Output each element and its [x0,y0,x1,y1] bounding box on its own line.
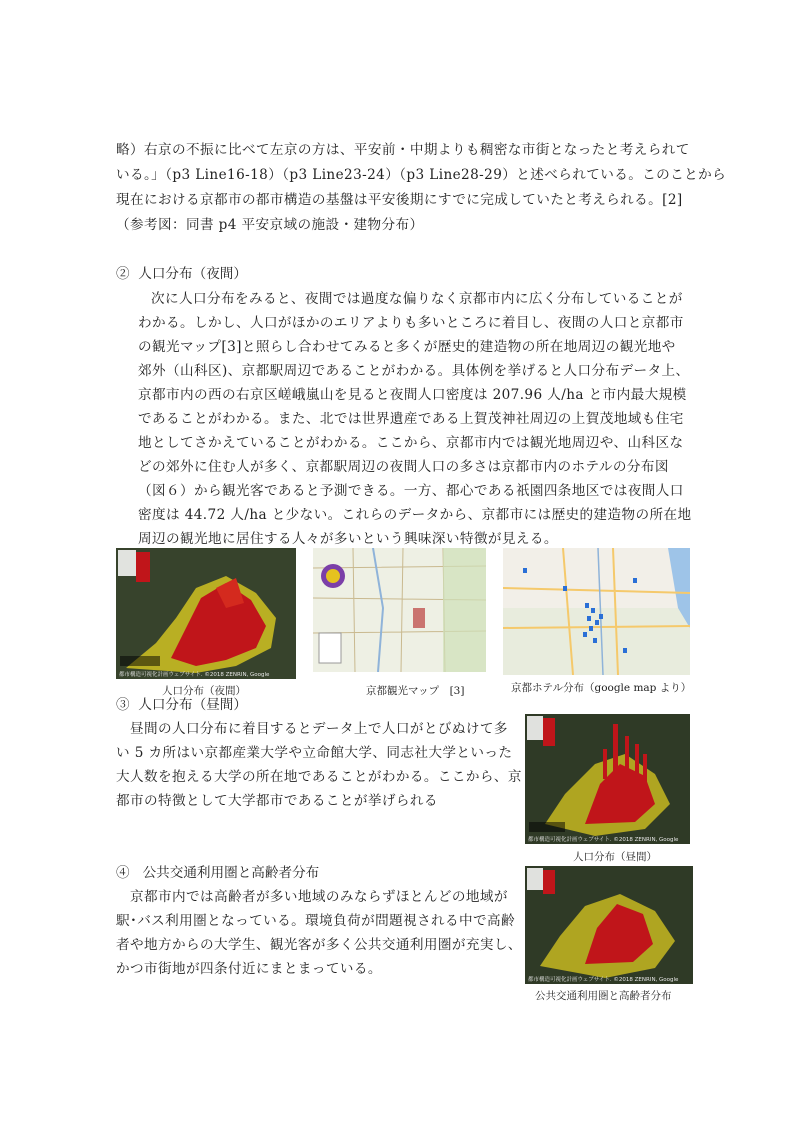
figure-caption: 人口分布（昼間） [573,851,657,863]
figure-caption: 京都ホテル分布（google map より） [511,682,692,694]
body-line: 京都市内では高齢者が多い地域のみならずほとんどの地域が [130,889,508,905]
body-line: どの郊外に住む人が多く、京都駅周辺の夜間人口の多さは京都市内のホテルの分布図 [138,459,669,475]
transit-elderly-map-image [525,866,693,984]
transit-elderly-map [525,866,693,984]
body-line: かつ市街地が四条付近にまとまっている。 [116,961,382,977]
figure-caption: 京都観光マップ [3] [366,685,465,697]
intro-line: 略）右京の不振に比べて左京の方は、平安前・中期よりも稠密な市街となったと考えられて [116,142,690,158]
body-line: であることがわかる。また、北では世界遺産である上賀茂神社周辺の上賀茂地域も住宅 [138,411,684,427]
body-line: 郊外（山科区)、京都駅周辺であることがわかる。具体例を挙げると人口分布データ上、 [138,363,690,379]
body-line: 地としてさかえていることがわかる。ここから、京都市内では観光地周辺や、山科区な [138,435,684,451]
map-credit: 都市構造可視化計画ウェブサイト. ©2018 ZENRIN, Google [528,977,679,983]
body-line: 大人数を抱える大学の所在地であることがわかる。ここから、京 [116,769,522,785]
intro-line: （参考図：同書 p4 平安京域の施設・建物分布） [116,217,424,233]
hotel-distribution-map-image [503,548,690,675]
tourist-map [313,548,486,672]
body-line: 都市の特徴として大学都市であることが挙げられる [116,793,438,809]
section-number: ④ [116,865,130,881]
night-population-map-image [116,548,296,679]
section-title: 人口分布（夜間） [138,266,247,282]
body-line: 周辺の観光地に居住する人々が多いという興味深い特徴が見える。 [138,531,558,547]
figure-caption: 人口分布（夜間） [162,685,246,697]
daytime-population-map [525,714,690,844]
tourist-map-image [313,548,486,672]
body-line: の観光マップ[3]と照らし合わせてみると多くが歴史的建造物の所在地周辺の観光地や [138,339,676,355]
daytime-population-map-image [525,714,690,844]
section-number: ② [116,266,130,282]
body-line: （図６）から観光客であると予測できる。一方、都心である祇園四条地区では夜間人口 [138,483,684,499]
body-line: い 5 カ所はい京都産業大学や立命館大学、同志社大学といった [116,745,513,761]
figure-caption: 公共交通利用圏と高齢者分布 [535,990,672,1002]
body-line: 密度は 44.72 人/ha と少ない。これらのデータから、京都市には歴史的建造物の所在地 [138,507,692,523]
night-population-map [116,548,296,679]
map-credit: 都市構造可視化計画ウェブサイト. ©2018 ZENRIN, Google [119,672,270,678]
body-line: 昼間の人口分布に着目するとデータ上で人口がとびぬけて多 [130,721,508,737]
section-title: 人口分布（昼間） [138,697,247,713]
intro-line: 現在における京都市の都市構造の基盤は平安後期にすでに完成していたと考えられる。[2] [116,192,683,208]
body-line: 駅･バス利用圏となっている。環境負荷が問題視される中で高齢 [116,913,516,929]
section-number: ③ [116,697,130,713]
body-line: わかる。しかし、人口がほかのエリアよりも多いところに着目し、夜間の人口と京都市 [138,315,684,331]
hotel-distribution-map [503,548,690,675]
body-line: 者や地方からの大学生、観光客が多く公共交通利用圏が充実し、 [116,937,522,953]
intro-line: いる。」（p3 Line16-18）（p3 Line23-24）（p3 Line28-29）と述べられている。このことから [116,167,727,183]
map-credit: 都市構造可視化計画ウェブサイト. ©2018 ZENRIN, Google [528,837,679,843]
body-line: 京都市内の西の右京区嵯峨嵐山を見ると夜間人口密度は 207.96 人/ha と市内最大規模 [138,387,687,403]
body-line: 次に人口分布をみると、夜間では過度な偏りなく京都市内に広く分布していることが [151,291,683,307]
section-4-heading [116,861,319,881]
section-3-heading [116,693,247,713]
section-2-heading [116,262,247,282]
section-title: 公共交通利用圏と高齢者分布 [142,865,320,881]
